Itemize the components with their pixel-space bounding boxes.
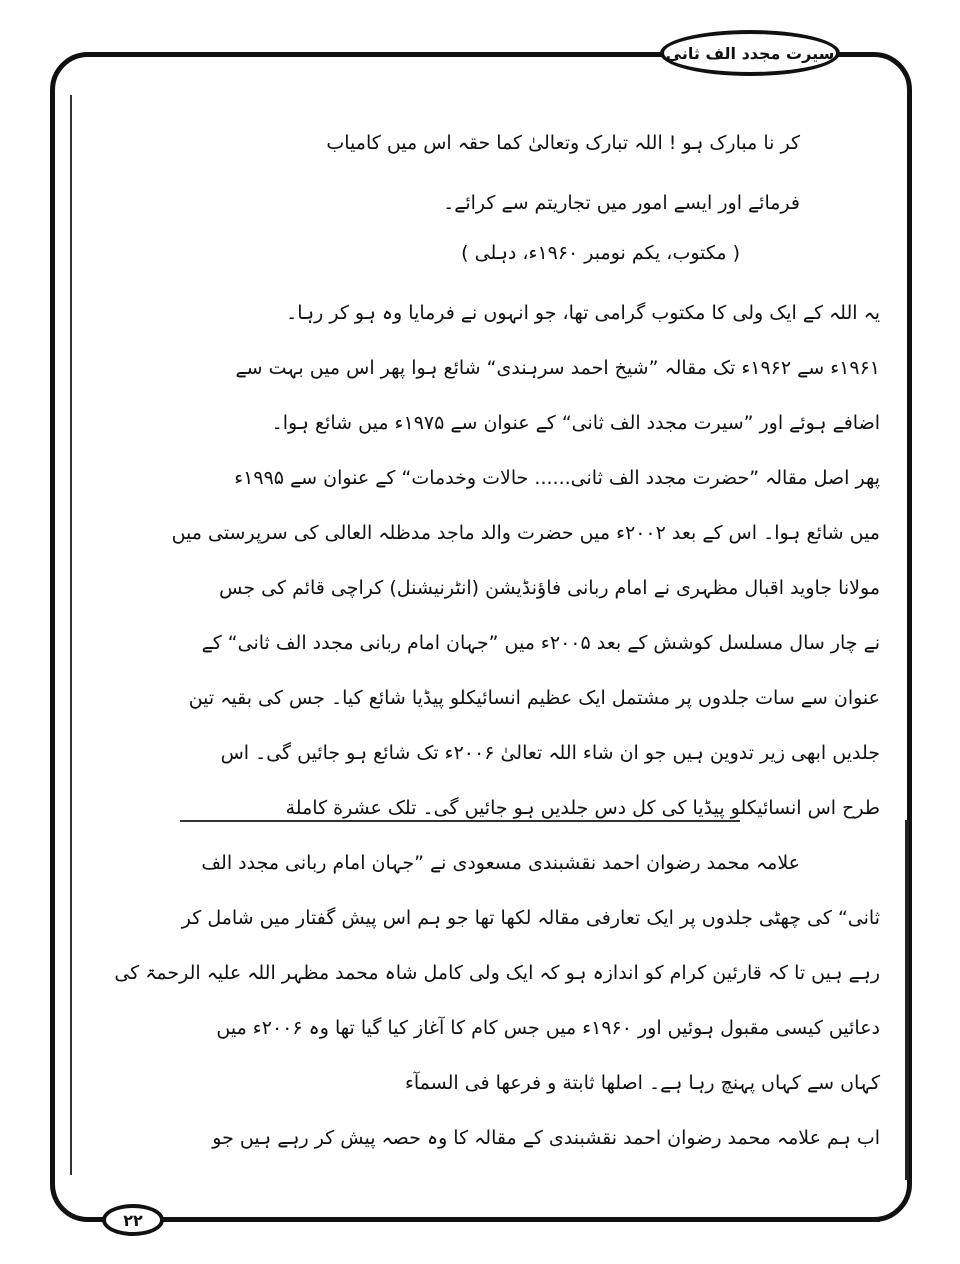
text-line: علامہ محمد رضوان احمد نقشبندی مسعودی نے ”جہان امام ربانی مجدد الف [201,852,800,874]
page-number-cartouche [102,1204,164,1236]
running-head-title: سیرت مجدد الف ثانی [665,43,835,63]
text-line: ثانی“ کی چھٹی جلدوں پر ایک تعارفی مقالہ لکھا تھا جو ہم اس پیش گفتار میں شامل کر [181,907,880,929]
text-line: اضافے ہوئے اور ”سیرت مجدد الف ثانی“ کے عنوان سے ۱۹۷۵ء میں شائع ہوا۔ [271,412,880,434]
text-line: کر نا مبارک ہو ! اللہ تبارک وتعالیٰ کما حقہ اس میں کامیاب [326,132,800,154]
text-line: عنوان سے سات جلدوں پر مشتمل ایک عظیم انسائیکلو پیڈیا شائع کیا۔ جس کی بقیہ تین [188,687,880,709]
text-line: پھر اصل مقالہ ”حضرت مجدد الف ثانی...... حالات وخدمات“ کے عنوان سے ۱۹۹۵ء [234,467,880,489]
citation-line: ( مکتوب، یکم نومبر ۱۹۶۰ء، دہلی ) [461,242,740,264]
right-inner-rule [905,820,909,1180]
text-line: فرمائے اور ایسے امور میں تجاریتم سے کرائے۔ [443,192,800,214]
text-line: ۱۹۶۱ء سے ۱۹۶۲ء تک مقالہ ”شیخ احمد سرہندی“ شائع ہوا پھر اس میں بہت سے [235,357,880,379]
section-divider [180,820,740,822]
text-line: جلدیں ابھی زیر تدوین ہیں جو ان شاء اللہ تعالیٰ ۲۰۰۶ء تک شائع ہو جائیں گی۔ اس [220,742,880,764]
text-line: دعائیں کیسی مقبول ہوئیں اور ۱۹۶۰ء میں جس کام کا آغاز کیا گیا تھا وہ ۲۰۰۶ء میں [216,1017,880,1039]
text-line: یہ اللہ کے ایک ولی کا مکتوب گرامی تھا، جو انہوں نے فرمایا وہ ہو کر رہا۔ [286,302,880,324]
page-number: ۲۲ [123,1210,143,1230]
text-line: اب ہم علامہ محمد رضوان احمد نقشبندی کے مقالہ کا وہ حصہ پیش کر رہے ہیں جو [212,1127,880,1149]
text-line: کہاں سے کہاں پہنچ رہا ہے۔ اصلها ثابتة و فرعها فى السمآء [404,1072,880,1094]
text-line: میں شائع ہوا۔ اس کے بعد ۲۰۰۲ء میں حضرت والد ماجد مدظلہ العالی کی سرپرستی میں [171,522,880,544]
text-line: نے چار سال مسلسل کوشش کے بعد ۲۰۰۵ء میں ”جہان امام ربانی مجدد الف ثانی“ کے [201,632,880,654]
text-line: رہے ہیں تا کہ قارئین کرام کو اندازہ ہو کہ ایک ولی کامل شاہ محمد مظہر اللہ علیہ الرحمۃ کی [114,962,880,984]
bottom-rule [160,1218,880,1222]
left-inner-rule [70,95,72,1175]
running-head-cartouche [660,30,840,76]
text-line: طرح اس انسائیکلو پیڈیا کی کل دس جلدیں ہو جائیں گی۔ تلک عشرة كاملة [285,797,880,819]
text-line: مولانا جاوید اقبال مظہری نے امام ربانی فاؤنڈیشن (انٹرنیشنل) کراچی قائم کی جس [219,577,880,599]
